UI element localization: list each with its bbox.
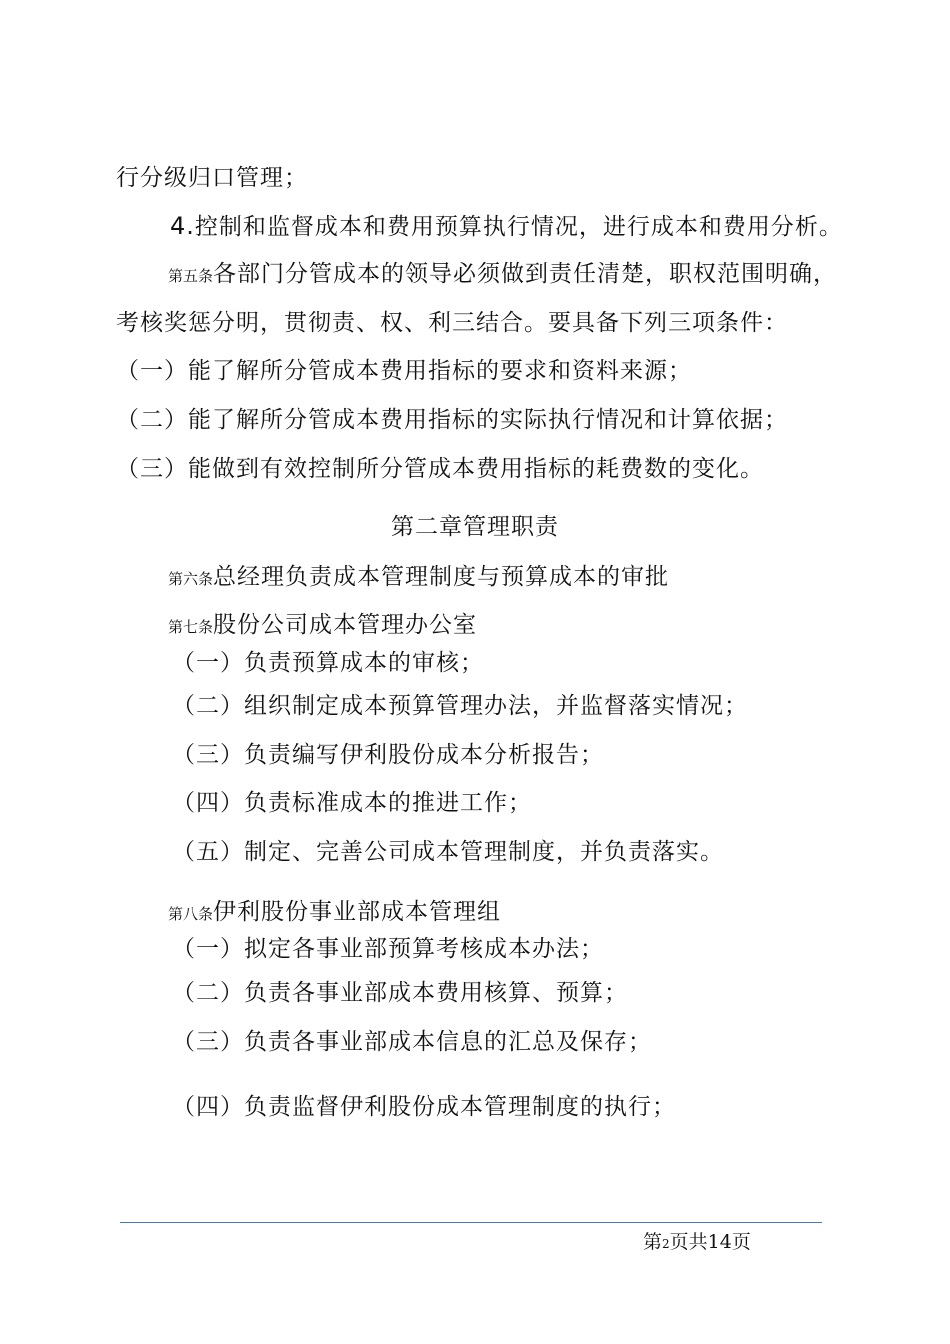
list-item: （二）组织制定成本预算管理办法，并监督落实情况； bbox=[172, 693, 748, 719]
list-item: （四）负责标准成本的推进工作； bbox=[172, 790, 532, 816]
paragraph-line: 行分级归口管理； bbox=[116, 165, 308, 191]
article-label: 第五条 bbox=[168, 267, 214, 285]
article-5 bbox=[168, 259, 837, 291]
list-item-text: 控制和监督成本和费用预算执行情况，进行成本和费用分析。 bbox=[194, 214, 843, 240]
list-item: （四）负责监督伊利股份成本管理制度的执行； bbox=[172, 1094, 676, 1120]
page-footer bbox=[643, 1229, 751, 1257]
condition-item: （一）能了解所分管成本费用指标的要求和资料来源； bbox=[116, 358, 692, 384]
footer-prefix: 第 bbox=[643, 1231, 663, 1253]
article-6 bbox=[168, 562, 669, 594]
article-7 bbox=[168, 610, 477, 642]
footer-divider bbox=[120, 1222, 822, 1223]
article-label: 第六条 bbox=[168, 570, 214, 588]
paragraph-line: 考核奖惩分明，贯彻责、权、利三结合。要具备下列三项条件： bbox=[116, 310, 788, 336]
list-item: （三）负责编写伊利股份成本分析报告； bbox=[172, 742, 604, 768]
list-item: （三）负责各事业部成本信息的汇总及保存； bbox=[172, 1029, 652, 1055]
chapter-title: 第二章管理职责 bbox=[391, 514, 559, 540]
list-item: （二）负责各事业部成本费用核算、预算； bbox=[172, 980, 628, 1006]
article-text: 伊利股份事业部成本管理组 bbox=[213, 899, 502, 925]
article-text: 总经理负责成本管理制度与预算成本的审批 bbox=[213, 564, 670, 590]
footer-middle: 页共 bbox=[669, 1231, 708, 1253]
article-8 bbox=[168, 897, 501, 929]
list-item: （一）拟定各事业部预算考核成本办法； bbox=[172, 936, 604, 962]
condition-item: （三）能做到有效控制所分管成本费用指标的耗费数的变化。 bbox=[116, 456, 764, 482]
article-label: 第八条 bbox=[168, 905, 214, 923]
current-page-number: 2 bbox=[662, 1237, 670, 1251]
list-item-4 bbox=[170, 211, 843, 242]
total-pages: 14 bbox=[707, 1231, 732, 1253]
article-text: 各部门分管成本的领导必须做到责任清楚，职权范围明确， bbox=[213, 261, 838, 287]
list-number: 4. bbox=[170, 212, 195, 240]
list-item: （五）制定、完善公司成本管理制度，并负责落实。 bbox=[172, 839, 724, 865]
footer-suffix: 页 bbox=[731, 1231, 751, 1253]
condition-item: （二）能了解所分管成本费用指标的实际执行情况和计算依据； bbox=[116, 407, 788, 433]
article-label: 第七条 bbox=[168, 618, 214, 636]
list-item: （一）负责预算成本的审核； bbox=[172, 650, 484, 676]
article-text: 股份公司成本管理办公室 bbox=[213, 612, 478, 638]
